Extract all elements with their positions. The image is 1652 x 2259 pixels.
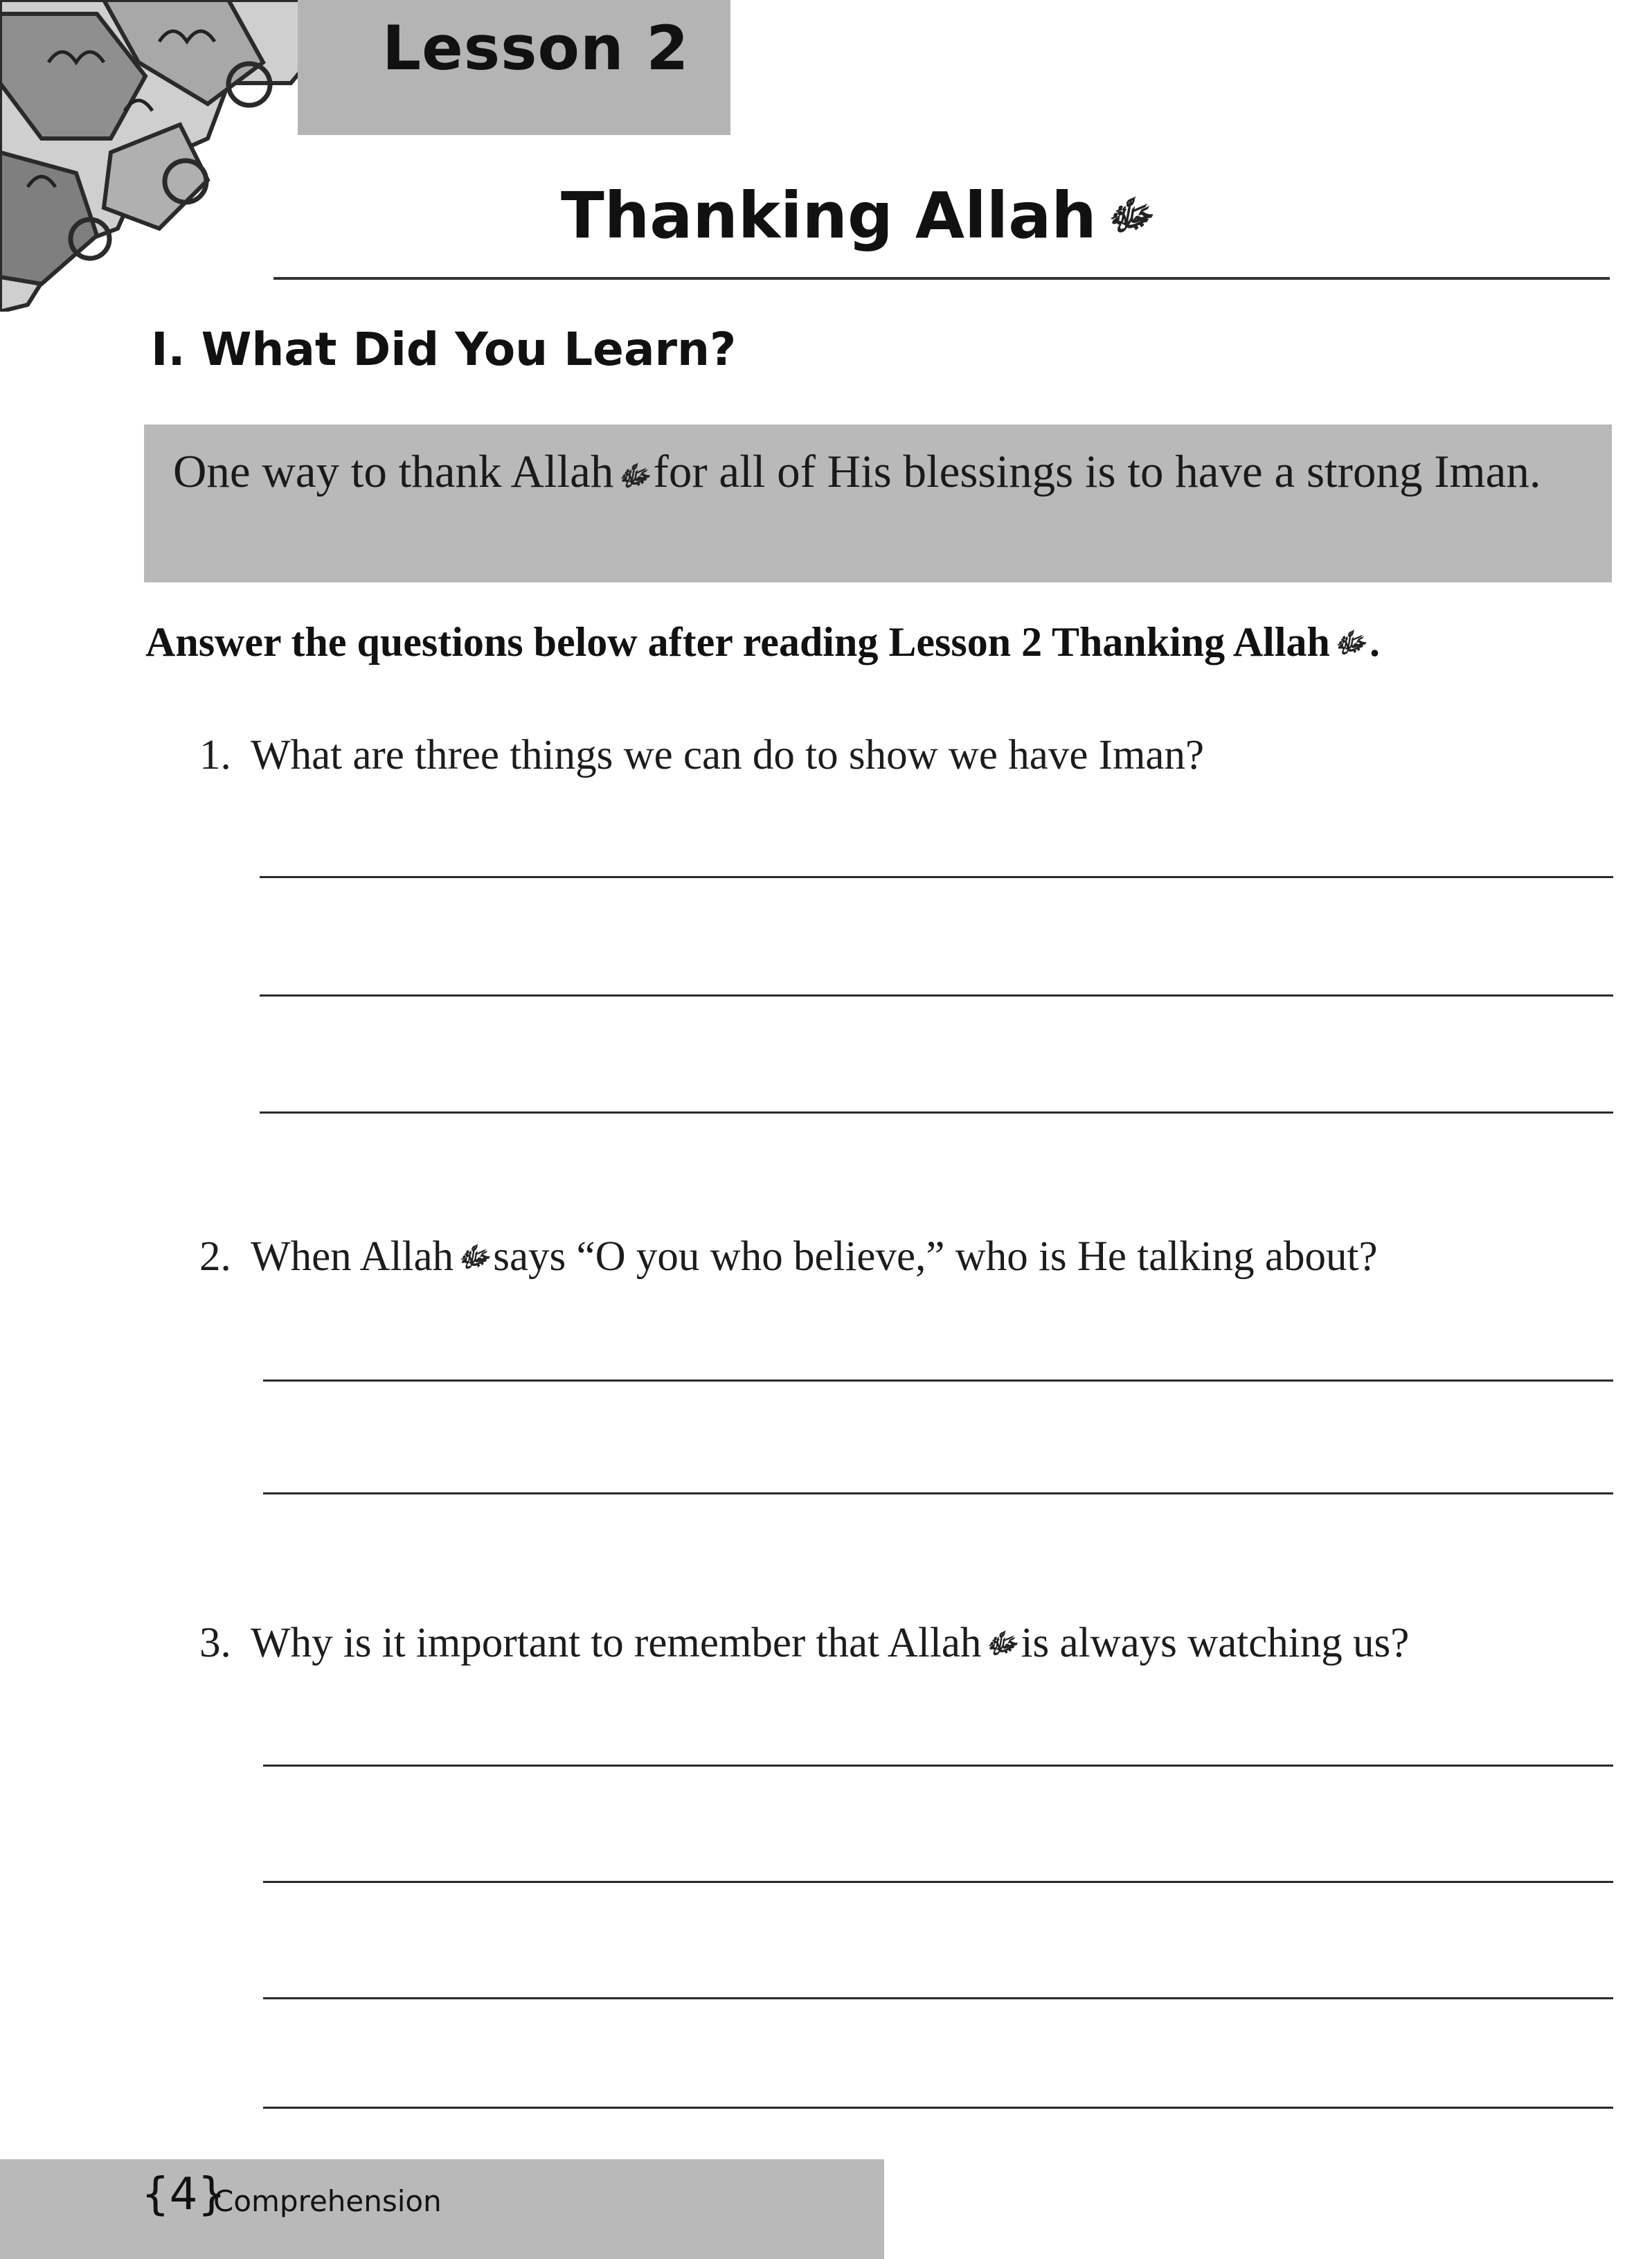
lesson-tab — [298, 0, 730, 135]
keypoint-text — [173, 440, 1586, 508]
corner-ornament — [0, 0, 325, 312]
honorific-glyph: ﷻ — [458, 1241, 490, 1274]
keypoint-box — [144, 425, 1612, 582]
answer-line-2a[interactable] — [263, 1379, 1613, 1382]
answer-line-1a[interactable] — [260, 876, 1613, 878]
honorific-glyph: ﷻ — [1106, 191, 1152, 239]
keypoint-text-start: One way to thank Allah — [173, 446, 614, 497]
instructions — [145, 618, 1620, 666]
lesson-label: Lesson 2 — [382, 12, 690, 84]
section-heading: I. What Did You Learn? — [151, 323, 737, 376]
page-title-text: Thanking Allah — [561, 179, 1097, 253]
question-number: 1. — [199, 732, 231, 778]
question-number: 3. — [199, 1620, 231, 1666]
answer-line-3a[interactable] — [263, 1765, 1613, 1767]
honorific-glyph: ﷻ — [618, 459, 649, 492]
question-text-end: says “O you who believe,” who is He talking about? — [493, 1233, 1378, 1280]
honorific-glyph: ﷻ — [985, 1627, 1017, 1660]
answer-line-3c[interactable] — [263, 1997, 1613, 1999]
question-text-start: When Allah — [251, 1233, 454, 1280]
footer-bar — [0, 2159, 884, 2259]
answer-line-2b[interactable] — [263, 1492, 1613, 1494]
answer-line-3d[interactable] — [263, 2107, 1613, 2109]
answer-line-1b[interactable] — [260, 994, 1613, 997]
question-1 — [199, 731, 1204, 780]
question-number: 2. — [199, 1233, 231, 1280]
keypoint-text-end: for all of His blessings is to have a strong Iman. — [653, 446, 1541, 497]
instructions-text: Answer the questions below after reading Lesson 2 Thanking Allah — [145, 619, 1330, 665]
answer-line-3b[interactable] — [263, 1881, 1613, 1883]
footer-section-label: Comprehension — [213, 2184, 442, 2218]
question-text-end: is always watching us? — [1021, 1620, 1410, 1666]
question-3 — [199, 1619, 1409, 1668]
page-title — [561, 179, 1151, 253]
instructions-period: . — [1370, 619, 1381, 665]
title-divider — [273, 277, 1610, 280]
question-text-start: Why is it important to remember that Allah — [251, 1620, 982, 1666]
page-number: {4} — [141, 2169, 226, 2220]
question-2 — [199, 1233, 1378, 1281]
honorific-glyph: ﷻ — [1334, 627, 1366, 660]
question-text: What are three things we can do to show we have Iman? — [251, 732, 1205, 778]
answer-line-1c[interactable] — [260, 1111, 1613, 1114]
